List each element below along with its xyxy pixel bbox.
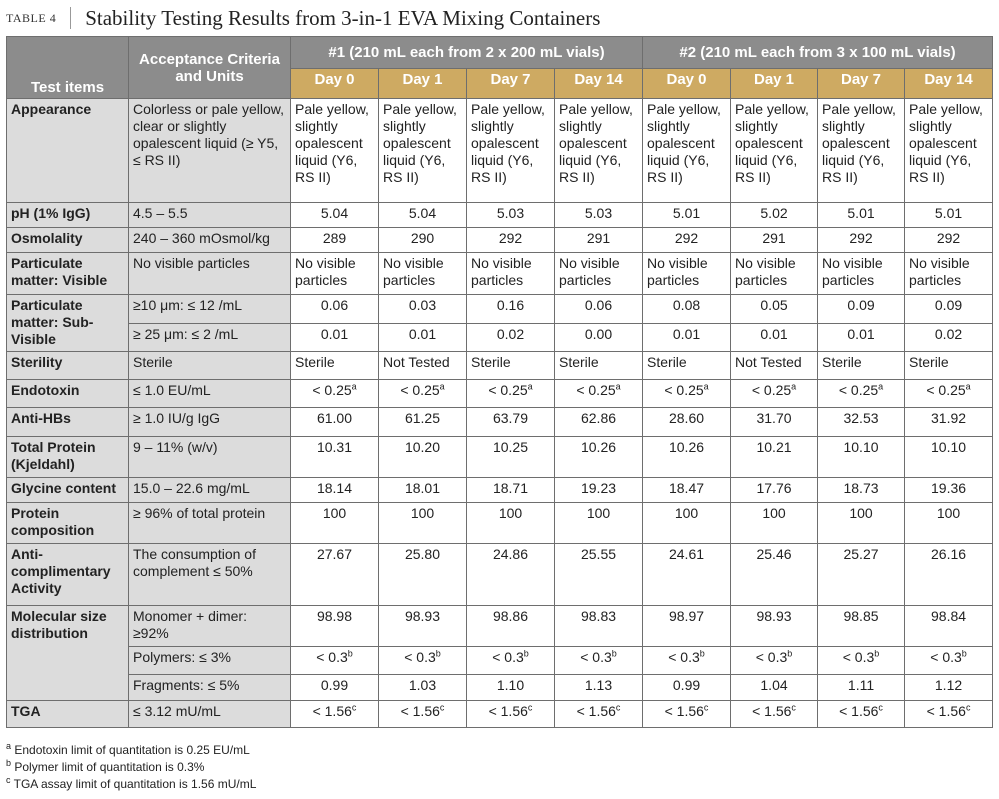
criteria-cell: The consumption of complement ≤ 50% bbox=[129, 544, 291, 606]
value-cell: 0.00 bbox=[555, 324, 643, 352]
value-cell: No visible particles bbox=[731, 253, 818, 295]
col-day-2-2: Day 7 bbox=[818, 69, 905, 99]
criteria-cell: ≥ 1.0 IU/g IgG bbox=[129, 408, 291, 437]
value-cell: Not Tested bbox=[379, 352, 467, 380]
value-cell: < 0.25$^a$ bbox=[905, 380, 993, 408]
test-item-label: Anti-complimentary Activity bbox=[7, 544, 129, 606]
test-item-label: Appearance bbox=[7, 99, 129, 203]
table-row bbox=[7, 408, 993, 437]
value-cell: < 1.56$^c$ bbox=[467, 701, 555, 728]
table-row bbox=[7, 701, 993, 728]
criteria-cell: ≥10 μm: ≤ 12 /mL bbox=[129, 295, 291, 324]
value-cell: 31.70 bbox=[731, 408, 818, 437]
table-row bbox=[7, 295, 993, 324]
stability-table bbox=[6, 36, 993, 728]
value-cell: 98.83 bbox=[555, 606, 643, 647]
test-item-label: Protein composition bbox=[7, 503, 129, 544]
criteria-cell: Fragments: ≤ 5% bbox=[129, 675, 291, 701]
value-cell: < 0.3$^b$ bbox=[643, 647, 731, 675]
value-cell: < 0.3$^b$ bbox=[467, 647, 555, 675]
value-cell: 0.02 bbox=[467, 324, 555, 352]
table-row bbox=[7, 99, 993, 203]
value-cell: 98.93 bbox=[731, 606, 818, 647]
value-cell: 18.71 bbox=[467, 478, 555, 503]
value-cell: Sterile bbox=[905, 352, 993, 380]
col-day-2-0: Day 0 bbox=[643, 69, 731, 99]
footnote-c: $^c$ TGA assay limit of quantitation is 1.56 mU/mL bbox=[6, 775, 257, 791]
value-cell: 98.85 bbox=[818, 606, 905, 647]
value-cell: No visible particles bbox=[818, 253, 905, 295]
value-cell: 0.01 bbox=[291, 324, 379, 352]
value-cell: 10.26 bbox=[643, 437, 731, 478]
value-cell: 18.73 bbox=[818, 478, 905, 503]
value-cell: 0.01 bbox=[818, 324, 905, 352]
value-cell: 18.47 bbox=[643, 478, 731, 503]
value-cell: 1.04 bbox=[731, 675, 818, 701]
value-cell: 1.11 bbox=[818, 675, 905, 701]
value-cell: 5.04 bbox=[379, 203, 467, 228]
value-cell: < 1.56$^c$ bbox=[818, 701, 905, 728]
value-cell: 98.86 bbox=[467, 606, 555, 647]
value-cell: 5.04 bbox=[291, 203, 379, 228]
criteria-cell: 15.0 – 22.6 mg/mL bbox=[129, 478, 291, 503]
value-cell: 31.92 bbox=[905, 408, 993, 437]
value-cell: 291 bbox=[731, 228, 818, 253]
value-cell: Sterile bbox=[818, 352, 905, 380]
value-cell: 1.10 bbox=[467, 675, 555, 701]
value-cell: 0.06 bbox=[555, 295, 643, 324]
table-row bbox=[7, 228, 993, 253]
table-label: TABLE 4 bbox=[6, 7, 71, 29]
test-item-label: Anti-HBs bbox=[7, 408, 129, 437]
value-cell: 292 bbox=[643, 228, 731, 253]
test-item-label: Endotoxin bbox=[7, 380, 129, 408]
value-cell: 25.27 bbox=[818, 544, 905, 606]
footnotes bbox=[6, 742, 256, 793]
criteria-cell: Sterile bbox=[129, 352, 291, 380]
criteria-cell: ≤ 3.12 mU/mL bbox=[129, 701, 291, 728]
value-cell: 0.01 bbox=[379, 324, 467, 352]
value-cell: 1.03 bbox=[379, 675, 467, 701]
value-cell: Pale yellow, slightly opalescent liquid (Y6, RS II) bbox=[818, 99, 905, 203]
col-group-1: #1 (210 mL each from 2 x 200 mL vials) bbox=[291, 37, 643, 69]
value-cell: 100 bbox=[643, 503, 731, 544]
table-row bbox=[7, 606, 993, 647]
value-cell: 0.01 bbox=[731, 324, 818, 352]
value-cell: Not Tested bbox=[731, 352, 818, 380]
value-cell: 1.12 bbox=[905, 675, 993, 701]
value-cell: 0.09 bbox=[905, 295, 993, 324]
test-item-label: Glycine content bbox=[7, 478, 129, 503]
value-cell: 0.08 bbox=[643, 295, 731, 324]
value-cell: < 0.3$^b$ bbox=[291, 647, 379, 675]
col-test-items: Test items bbox=[7, 37, 129, 99]
value-cell: 100 bbox=[731, 503, 818, 544]
col-day-2-1: Day 1 bbox=[731, 69, 818, 99]
value-cell: No visible particles bbox=[905, 253, 993, 295]
value-cell: 292 bbox=[905, 228, 993, 253]
value-cell: 17.76 bbox=[731, 478, 818, 503]
value-cell: 0.99 bbox=[291, 675, 379, 701]
value-cell: 98.97 bbox=[643, 606, 731, 647]
value-cell: < 0.25$^a$ bbox=[379, 380, 467, 408]
value-cell: < 1.56$^c$ bbox=[905, 701, 993, 728]
value-cell: 100 bbox=[555, 503, 643, 544]
value-cell: No visible particles bbox=[291, 253, 379, 295]
value-cell: 25.55 bbox=[555, 544, 643, 606]
criteria-cell: Monomer + dimer: ≥92% bbox=[129, 606, 291, 647]
value-cell: 62.86 bbox=[555, 408, 643, 437]
value-cell: 10.31 bbox=[291, 437, 379, 478]
value-cell: < 1.56$^c$ bbox=[731, 701, 818, 728]
table-row bbox=[7, 675, 993, 701]
value-cell: 25.46 bbox=[731, 544, 818, 606]
criteria-cell: 4.5 – 5.5 bbox=[129, 203, 291, 228]
table-row bbox=[7, 437, 993, 478]
test-item-label: Molecular size distribution bbox=[7, 606, 129, 701]
value-cell: 100 bbox=[905, 503, 993, 544]
value-cell: 10.10 bbox=[818, 437, 905, 478]
value-cell: 25.80 bbox=[379, 544, 467, 606]
value-cell: 26.16 bbox=[905, 544, 993, 606]
value-cell: < 0.3$^b$ bbox=[555, 647, 643, 675]
table-row bbox=[7, 544, 993, 606]
col-day-1-0: Day 0 bbox=[291, 69, 379, 99]
value-cell: 10.25 bbox=[467, 437, 555, 478]
value-cell: < 0.25$^a$ bbox=[555, 380, 643, 408]
value-cell: 63.79 bbox=[467, 408, 555, 437]
value-cell: Sterile bbox=[555, 352, 643, 380]
footnote-a: $^a$ Endotoxin limit of quantitation is 0.25 EU/mL bbox=[6, 741, 250, 757]
value-cell: 100 bbox=[291, 503, 379, 544]
value-cell: 100 bbox=[818, 503, 905, 544]
value-cell: 98.98 bbox=[291, 606, 379, 647]
value-cell: 10.10 bbox=[905, 437, 993, 478]
table-row bbox=[7, 203, 993, 228]
value-cell: < 0.25$^a$ bbox=[731, 380, 818, 408]
value-cell: 18.01 bbox=[379, 478, 467, 503]
value-cell: 0.16 bbox=[467, 295, 555, 324]
criteria-cell: 240 – 360 mOsmol/kg bbox=[129, 228, 291, 253]
criteria-cell: Polymers: ≤ 3% bbox=[129, 647, 291, 675]
table-row bbox=[7, 503, 993, 544]
table-row bbox=[7, 647, 993, 675]
value-cell: 0.09 bbox=[818, 295, 905, 324]
value-cell: < 1.56$^c$ bbox=[379, 701, 467, 728]
test-item-label: Total Protein (Kjeldahl) bbox=[7, 437, 129, 478]
table-row bbox=[7, 324, 993, 352]
value-cell: 98.84 bbox=[905, 606, 993, 647]
value-cell: Sterile bbox=[467, 352, 555, 380]
value-cell: < 1.56$^c$ bbox=[643, 701, 731, 728]
value-cell: 0.03 bbox=[379, 295, 467, 324]
value-cell: Pale yellow, slightly opalescent liquid (Y6, RS II) bbox=[379, 99, 467, 203]
value-cell: 292 bbox=[818, 228, 905, 253]
value-cell: 98.93 bbox=[379, 606, 467, 647]
table-row bbox=[7, 352, 993, 380]
col-group-2: #2 (210 mL each from 3 x 100 mL vials) bbox=[643, 37, 993, 69]
value-cell: 0.02 bbox=[905, 324, 993, 352]
value-cell: 10.21 bbox=[731, 437, 818, 478]
value-cell: 290 bbox=[379, 228, 467, 253]
value-cell: < 0.25$^a$ bbox=[291, 380, 379, 408]
criteria-cell: ≤ 1.0 EU/mL bbox=[129, 380, 291, 408]
value-cell: 5.03 bbox=[467, 203, 555, 228]
test-item-label: Sterility bbox=[7, 352, 129, 380]
test-item-label: Osmolality bbox=[7, 228, 129, 253]
value-cell: 291 bbox=[555, 228, 643, 253]
col-day-1-3: Day 14 bbox=[555, 69, 643, 99]
value-cell: 5.03 bbox=[555, 203, 643, 228]
value-cell: 0.06 bbox=[291, 295, 379, 324]
value-cell: No visible particles bbox=[379, 253, 467, 295]
table-row bbox=[7, 253, 993, 295]
value-cell: 10.20 bbox=[379, 437, 467, 478]
value-cell: 28.60 bbox=[643, 408, 731, 437]
value-cell: < 0.3$^b$ bbox=[379, 647, 467, 675]
value-cell: 5.01 bbox=[643, 203, 731, 228]
value-cell: Pale yellow, slightly opalescent liquid (Y6, RS II) bbox=[731, 99, 818, 203]
col-day-1-2: Day 7 bbox=[467, 69, 555, 99]
value-cell: Pale yellow, slightly opalescent liquid (Y6, RS II) bbox=[467, 99, 555, 203]
value-cell: 32.53 bbox=[818, 408, 905, 437]
criteria-cell: ≥ 96% of total protein bbox=[129, 503, 291, 544]
value-cell: 24.61 bbox=[643, 544, 731, 606]
value-cell: Pale yellow, slightly opalescent liquid (Y6, RS II) bbox=[643, 99, 731, 203]
value-cell: 5.02 bbox=[731, 203, 818, 228]
value-cell: 0.01 bbox=[643, 324, 731, 352]
value-cell: 18.14 bbox=[291, 478, 379, 503]
col-day-1-1: Day 1 bbox=[379, 69, 467, 99]
table-row bbox=[7, 478, 993, 503]
value-cell: < 0.25$^a$ bbox=[818, 380, 905, 408]
value-cell: No visible particles bbox=[467, 253, 555, 295]
value-cell: < 0.3$^b$ bbox=[905, 647, 993, 675]
value-cell: 61.25 bbox=[379, 408, 467, 437]
value-cell: 1.13 bbox=[555, 675, 643, 701]
test-item-label: Particulate matter: Sub-Visible bbox=[7, 295, 129, 352]
table-title: Stability Testing Results from 3-in-1 EVA Mixing Containers bbox=[85, 5, 601, 30]
value-cell: 24.86 bbox=[467, 544, 555, 606]
value-cell: 0.05 bbox=[731, 295, 818, 324]
value-cell: < 0.25$^a$ bbox=[467, 380, 555, 408]
footnote-b: $^b$ Polymer limit of quantitation is 0.3% bbox=[6, 758, 205, 774]
value-cell: 0.99 bbox=[643, 675, 731, 701]
value-cell: 100 bbox=[379, 503, 467, 544]
value-cell: No visible particles bbox=[643, 253, 731, 295]
criteria-cell: No visible particles bbox=[129, 253, 291, 295]
value-cell: < 0.25$^a$ bbox=[643, 380, 731, 408]
value-cell: 61.00 bbox=[291, 408, 379, 437]
value-cell: Pale yellow, slightly opalescent liquid (Y6, RS II) bbox=[291, 99, 379, 203]
criteria-cell: Colorless or pale yellow, clear or slightly opalescent liquid (≥ Y5, ≤ RS II) bbox=[129, 99, 291, 203]
col-day-2-3: Day 14 bbox=[905, 69, 993, 99]
value-cell: Sterile bbox=[643, 352, 731, 380]
value-cell: 292 bbox=[467, 228, 555, 253]
value-cell: 19.23 bbox=[555, 478, 643, 503]
value-cell: 5.01 bbox=[818, 203, 905, 228]
value-cell: 19.36 bbox=[905, 478, 993, 503]
value-cell: 100 bbox=[467, 503, 555, 544]
col-criteria: Acceptance Criteria and Units bbox=[129, 37, 291, 99]
test-item-label: pH (1% IgG) bbox=[7, 203, 129, 228]
criteria-cell: 9 – 11% (w/v) bbox=[129, 437, 291, 478]
value-cell: Pale yellow, slightly opalescent liquid (Y6, RS II) bbox=[555, 99, 643, 203]
criteria-cell: ≥ 25 μm: ≤ 2 /mL bbox=[129, 324, 291, 352]
table-header bbox=[6, 4, 600, 32]
test-item-label: TGA bbox=[7, 701, 129, 728]
value-cell: 5.01 bbox=[905, 203, 993, 228]
value-cell: No visible particles bbox=[555, 253, 643, 295]
value-cell: Pale yellow, slightly opalescent liquid (Y6, RS II) bbox=[905, 99, 993, 203]
table-row bbox=[7, 380, 993, 408]
test-item-label: Particulate matter: Visible bbox=[7, 253, 129, 295]
value-cell: < 0.3$^b$ bbox=[818, 647, 905, 675]
value-cell: < 0.3$^b$ bbox=[731, 647, 818, 675]
value-cell: Sterile bbox=[291, 352, 379, 380]
value-cell: < 1.56$^c$ bbox=[555, 701, 643, 728]
value-cell: 289 bbox=[291, 228, 379, 253]
value-cell: < 1.56$^c$ bbox=[291, 701, 379, 728]
value-cell: 10.26 bbox=[555, 437, 643, 478]
value-cell: 27.67 bbox=[291, 544, 379, 606]
